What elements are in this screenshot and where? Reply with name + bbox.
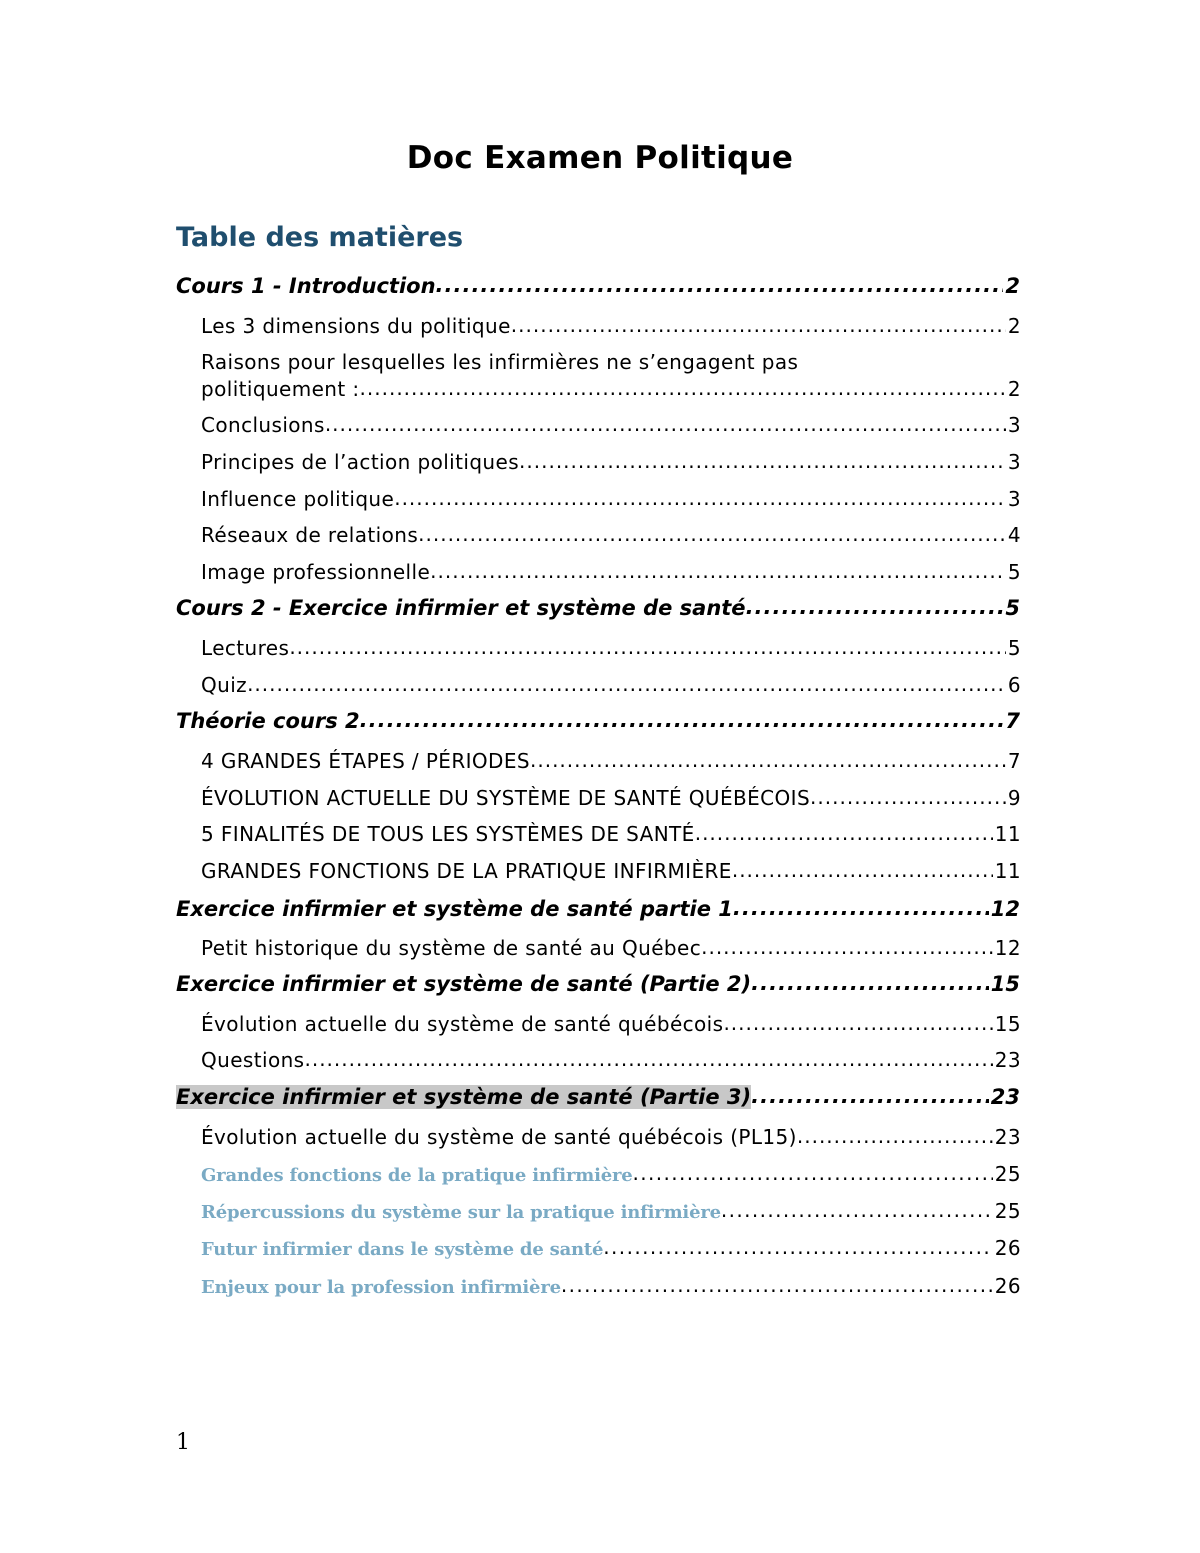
toc-entry-exercice-partie-1[interactable] [176,895,1020,921]
toc-entry-page: 3 [1007,487,1021,511]
toc-entry-label: Répercussions du système sur la pratique infirmière [201,1202,721,1223]
toc-leader-dots [519,449,1006,469]
toc-leader-dots [721,1200,993,1218]
toc-entry-page: 25 [994,1199,1021,1223]
toc-entry-label: Raisons pour lesquelles les infirmières ne s’engagent pas [201,350,799,374]
toc-entry-page: 12 [990,897,1020,921]
page-number: 1 [176,1430,190,1455]
toc-leader-dots [561,1275,993,1293]
toc-entry-petit-historique[interactable] [201,935,1021,960]
toc-entry-grandes-etapes[interactable] [201,748,1021,773]
toc-entry-label: Théorie cours 2 [176,709,360,733]
toc-entry-lectures[interactable] [201,635,1021,660]
toc-entry-page: 5 [1007,636,1021,660]
toc-entry-label: Petit historique du système de santé au Québec [201,936,702,960]
toc-entry-page: 25 [994,1162,1021,1186]
toc-entry-page: 6 [1007,673,1021,697]
toc-entry-page: 3 [1007,413,1021,437]
toc-entry-principes[interactable] [201,449,1021,474]
toc-leader-dots [247,672,1006,692]
toc-entry-label: Cours 2 - Exercice infirmier et système de santé [176,596,746,620]
toc-leader-dots [701,935,993,955]
toc-entry-label: Cours 1 - Introduction [176,274,436,298]
toc-entry-page: 23 [990,1085,1020,1109]
toc-leader-dots [695,821,993,841]
toc-entry-label: Enjeux pour la profession infirmière [201,1277,561,1298]
toc-entry-cours-2[interactable] [176,594,1020,620]
toc-leader-dots [304,1047,992,1067]
toc-heading: Table des matières [176,222,464,253]
toc-entry-label: Conclusions [201,413,325,437]
toc-entry-page: 4 [1007,523,1021,547]
toc-leader-dots [360,707,1004,728]
toc-leader-dots [360,376,1006,396]
toc-entry-cours-1[interactable] [176,272,1020,298]
toc-leader-dots [633,1163,993,1181]
toc-leader-dots [511,313,1006,333]
toc-entry-evolution-pl15[interactable] [201,1124,1021,1149]
toc-entry-futur-infirmier[interactable] [201,1236,1021,1260]
toc-entry-label: 4 GRANDES ÉTAPES / PÉRIODES [201,749,530,773]
toc-entry-label: Principes de l’action politiques [201,450,520,474]
toc-entry-page: 15 [990,972,1020,996]
toc-entry-page: 11 [994,822,1021,846]
toc-entry-influence[interactable] [201,486,1021,511]
toc-entry-page: 3 [1007,450,1021,474]
toc-entry-exercice-partie-2[interactable] [176,970,1020,996]
toc-entry-page: 23 [994,1125,1021,1149]
toc-entry-page: 23 [994,1048,1021,1072]
toc-entry-page: 7 [1005,709,1020,733]
toc-entry-label: Questions [201,1048,305,1072]
toc-leader-dots [746,594,1004,615]
toc-entry-label: Évolution actuelle du système de santé québécois (PL15) [201,1125,797,1149]
toc-entry-label: Exercice infirmier et système de santé partie 1 [176,897,733,921]
toc-entry-image[interactable] [201,559,1021,584]
toc-leader-dots [751,970,989,991]
toc-entry-exercice-partie-3[interactable] [176,1083,1020,1109]
toc-entry-conclusions[interactable] [201,412,1021,437]
toc-entry-page: 5 [1005,596,1020,620]
toc-entry-label: 5 FINALITÉS DE TOUS LES SYSTÈMES DE SANTÉ [201,822,695,846]
toc-entry-label-continued: politiquement : [201,377,360,401]
toc-entry-label: Évolution actuelle du système de santé québécois [201,1012,724,1036]
toc-entry-page: 11 [994,859,1021,883]
toc-entry-label: Grandes fonctions de la pratique infirmière [201,1165,633,1186]
toc-leader-dots [733,895,989,916]
toc-leader-dots [603,1237,992,1255]
toc-entry-label: Lectures [201,636,290,660]
toc-entry-page: 26 [994,1236,1021,1260]
toc-entry-page: 2 [1005,274,1020,298]
toc-leader-dots [436,272,1004,293]
toc-entry-quiz[interactable] [201,672,1021,697]
toc-entry-evolution-actuelle-caps[interactable] [201,785,1021,810]
toc-leader-dots [723,1011,992,1031]
toc-entry-reseaux[interactable] [201,522,1021,547]
toc-entry-label: Réseaux de relations [201,523,419,547]
toc-entry-grandes-fonctions-caps[interactable] [201,858,1021,883]
toc-entry-page: 9 [1007,786,1021,810]
toc-leader-dots [430,559,1006,579]
toc-entry-label: Quiz [201,673,248,697]
toc-leader-dots [797,1124,993,1144]
toc-leader-dots [751,1083,989,1104]
toc-entry-label: Les 3 dimensions du politique [201,314,511,338]
toc-leader-dots [732,858,993,878]
toc-entry-page: 15 [994,1012,1021,1036]
toc-entry-page: 5 [1007,560,1021,584]
toc-entry-finalites[interactable] [201,821,1021,846]
toc-leader-dots [418,522,1006,542]
toc-entry-page: 2 [1007,377,1021,401]
toc-entry-page: 26 [994,1274,1021,1298]
toc-entry-label: Image professionnelle [201,560,431,584]
toc-entry-dimensions[interactable] [201,313,1021,338]
toc-entry-theorie-cours-2[interactable] [176,707,1020,733]
toc-entry-label: ÉVOLUTION ACTUELLE DU SYSTÈME DE SANTÉ QUÉBÉCOIS [201,786,811,810]
toc-entry-label: Influence politique [201,487,395,511]
toc-leader-dots [530,748,1006,768]
document-title: Doc Examen Politique [406,140,794,176]
toc-entry-label: Exercice infirmier et système de santé (Partie 2) [176,972,752,996]
toc-entry-label: Futur infirmier dans le système de santé [201,1239,604,1260]
toc-entry-page: 12 [994,936,1021,960]
toc-leader-dots [289,635,1006,655]
toc-entry-questions[interactable] [201,1047,1021,1072]
toc-leader-dots [325,412,1006,432]
toc-entry-repercussions[interactable] [201,1199,1021,1223]
toc-leader-dots [810,785,1006,805]
toc-entry-label: GRANDES FONCTIONS DE LA PRATIQUE INFIRMIÈRE [201,859,732,883]
toc-entry-evolution-actuelle[interactable] [201,1011,1021,1036]
toc-entry-enjeux[interactable] [201,1274,1021,1298]
toc-leader-dots [394,486,1006,506]
toc-entry-page: 7 [1007,749,1021,773]
toc-entry-page: 2 [1007,314,1021,338]
toc-entry-label-highlighted: Exercice infirmier et système de santé (Partie 3) [176,1085,752,1109]
toc-entry-grandes-fonctions[interactable] [201,1162,1021,1186]
toc-entry-raisons[interactable] [201,350,1021,401]
